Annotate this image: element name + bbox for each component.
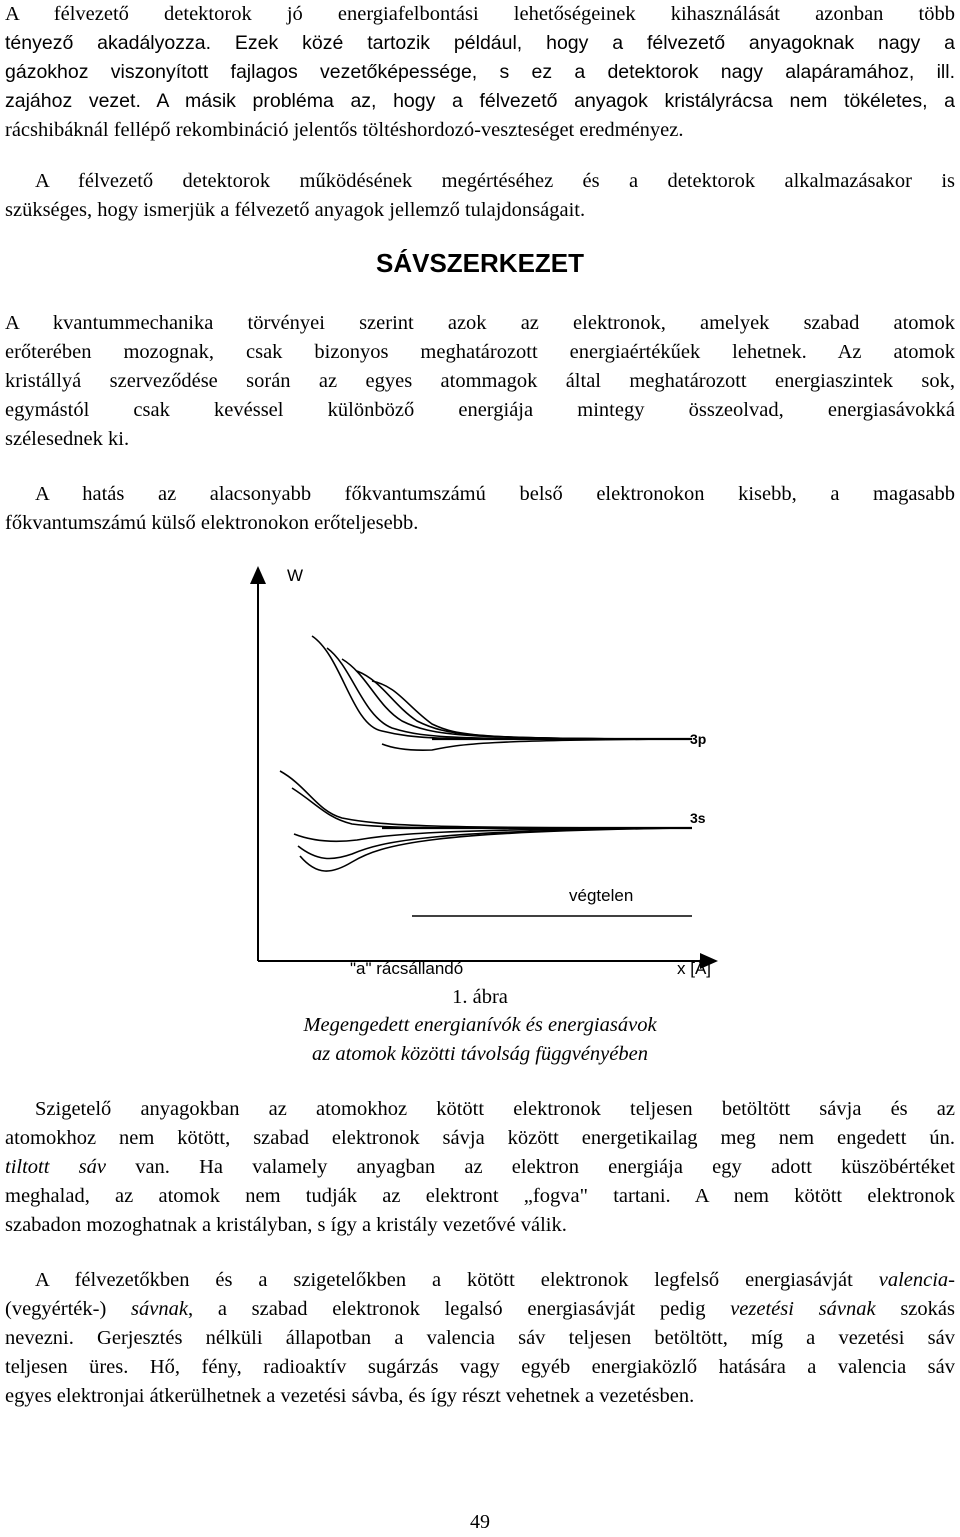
paragraph-semiconductors (5, 1266, 955, 1411)
text-line-content: A hatás az alacsonyabb főkvantumszámú belső elektronokon kisebb, a magasabb (35, 483, 955, 505)
text-line-content: A félvezető detektorok működésének megértéséhez és a detektorok alkalmazásakor is (35, 170, 955, 192)
text-line: tényező akadályozza. Ezek közé tartozik például, hogy a félvezető anyagoknak nagy a (5, 32, 955, 54)
energy-curve (327, 648, 692, 739)
energy-curve (372, 681, 692, 739)
figure-caption-line: Megengedett energianívók és energiasávok (303, 1014, 657, 1036)
text-line (5, 1266, 955, 1295)
label-infinity: végtelen (569, 886, 634, 905)
text-line (5, 1295, 955, 1324)
label-3p: 3p (690, 731, 707, 747)
text-line: teljesen üres. Hő, fény, radioaktív sugárzás vagy egyéb energiaközlő hatására a valencia sáv (5, 1356, 955, 1378)
emphasis-forbidden-band: tiltott sáv (5, 1156, 106, 1178)
paragraph-detector-limitations (5, 0, 955, 145)
text-line: szükséges, hogy ismerjük a félvezető anyagok jellemző tulajdonságait. (5, 199, 586, 221)
text-line (5, 480, 955, 509)
text-line: erőterében mozognak, csak bizonyos meghatározott energiaértékűek lehetnek. Az atomok (5, 341, 955, 363)
page-number: 49 (470, 1511, 490, 1533)
figure-number: 1. ábra (452, 986, 508, 1008)
label-lattice-constant: "a" rácsállandó (350, 959, 464, 978)
energy-curve (292, 788, 692, 828)
text-line-content: (vegyérték-) (5, 1298, 132, 1320)
text-line: meghalad, az atomok nem tudják az elektront „fogva" tartani. A nem kötött elektronok (5, 1185, 955, 1207)
paragraph-understanding (5, 167, 955, 225)
lower-band-curves (280, 771, 692, 871)
paragraph-quantum (5, 309, 955, 454)
text-line-content: Szigetelő anyagokban az atomokhoz kötött elektronok teljesen betöltött sávja és az (35, 1098, 955, 1120)
text-line: egymástól csak kevéssel különböző energiája mintegy összeolvad, energiasávokká (5, 399, 955, 421)
emphasis-conduction-band: vezetési sávnak (730, 1298, 876, 1320)
text-line: rácshibáknál fellépő rekombináció jelentős töltéshordozó-veszteséget eredményez. (5, 119, 684, 141)
text-line: szabadon mozoghatnak a kristályban, s így a kristály vezetővé válik. (5, 1214, 567, 1236)
text-line (5, 1153, 955, 1182)
text-line-content: szokás (875, 1298, 955, 1320)
paragraph-effect (5, 480, 955, 538)
text-line: gázokhoz viszonyított fajlagos vezetőképessége, s ez a detektorok nagy alapáramához, ill. (5, 61, 955, 83)
emphasis-valence: valencia- (878, 1269, 955, 1291)
text-line: A félvezető detektorok jó energiafelbontási lehetőségeinek kihasználását azonban több (5, 3, 955, 25)
figure-caption-line: az atomok közötti távolság függvényében (312, 1043, 648, 1065)
upper-band-curves (312, 636, 692, 750)
paragraph-insulators (5, 1095, 955, 1240)
text-line: zajához vezet. A másik probléma az, hogy a félvezető anyagok kristályrácsa nem tökéletes, a (5, 90, 955, 112)
energy-curve (357, 671, 692, 739)
text-line: egyes elektronjai átkerülhetnek a vezetési sávba, és így részt vehetnek a vezetésben. (5, 1385, 695, 1407)
section-heading: SÁVSZERKEZET (375, 248, 585, 278)
energy-curve (312, 636, 692, 739)
text-line: szélesednek ki. (5, 428, 130, 450)
text-line (5, 1095, 955, 1124)
text-line-content: van. Ha valamely anyagban az elektron energiája egy adott küszöbértéket (105, 1156, 955, 1178)
x-axis-label: x [Å] (677, 959, 712, 978)
text-line-content: , a szabad elektronok legalsó energiasávját pedig (187, 1298, 731, 1320)
text-line: A kvantummechanika törvényei szerint azok az elektronok, amelyek szabad atomok (5, 312, 955, 334)
emphasis-band: sávnak (131, 1298, 188, 1320)
energy-curve (342, 659, 692, 739)
energy-band-diagram (232, 556, 732, 978)
text-line: főkvantumszámú külső elektronokon erőteljesebb. (5, 512, 419, 534)
text-line: atomokhoz nem kötött, szabad elektronok sávja között energetikailag meg nem engedett ún. (5, 1127, 955, 1149)
y-axis-label: W (287, 566, 304, 585)
energy-curve (382, 739, 692, 750)
energy-curve (280, 771, 692, 828)
text-line-content: A félvezetőkben és a szigetelőkben a kötött elektronok legfelső energiasávját (35, 1269, 879, 1291)
energy-curve (300, 828, 692, 871)
text-line: kristállyá szerveződése során az egyes atommagok által meghatározott energiaszintek sok, (5, 370, 955, 392)
text-line (5, 167, 955, 196)
energy-curve (298, 828, 692, 859)
text-line: nevezni. Gerjesztés nélküli állapotban a valencia sáv teljesen betöltött, míg a vezetési sáv (5, 1327, 955, 1349)
label-3s: 3s (690, 810, 706, 826)
